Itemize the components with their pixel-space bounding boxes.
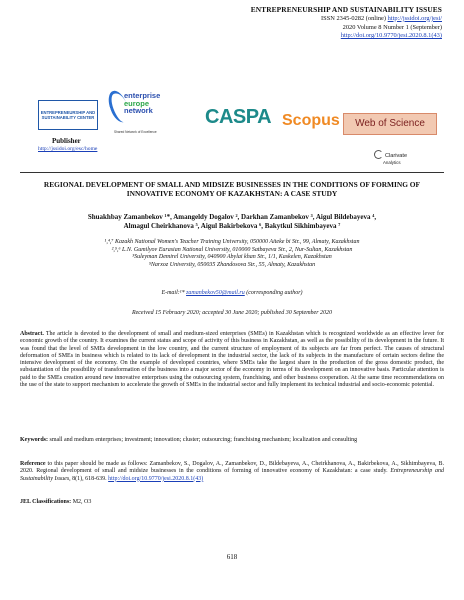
journal-header [251,6,442,41]
clarivate-icon [374,150,383,159]
journal-title: ENTREPRENEURSHIP AND SUSTAINABILITY ISSUES [250,5,442,14]
scopus-logo: Scopus [282,112,340,129]
clarivate-logo: Clarivate Analytics [374,150,407,166]
page-number: 618 [226,553,238,561]
abstract: Abstract. The article is devoted to the development of small and medium-sized enterprises (SMEs) in Kazakhstan which is recognized worldwide as an effective lever for economic growth of the country. It examines the current status and scope of activity of this business in Kazakhstan, as well as the possibility of its development in the future. It was found that the level of SMEs development in the low country, and the current structure of employment of its subjects are far from perfect. The causes of structural deformation of SMEs in business which is related to its lack of development in the industrial sector, the lack of its subjects in the manufacture of certain sectors define the intensive development of the economy. On the example of developed countries, where SMEs take the largest share in the production of the gross domestic product, the substantiation of the possibility of transformation of the business into a major sector of the economy in terms of its development on an innovative basis. Particular attention is paid to the SMEs creation around new innovative enterprises using the outsourcing system, franchising, and other business cooperation. At the same time recommendations on the use of the state to support mechanism to accelerate the growth of SMEs in the industrial sector and fully implement its technical industrial and socio-economic potential. [20,331,444,389]
publisher-label: Publisher [52,137,81,145]
email-line: E-mail:¹* zamanbekov50@mail.ru (corresponding author) [161,290,303,296]
reference: Reference to this paper should be made as follows: Zamanbekov, S., Dogalov, A., Zamanbekov, D., Bildebayeva, A., Cheirkhanova, A., Bakirbekova, A., Sikhimbayeva, B. 2020. Regional development of small and midsize businesses in the conditions of forming of innovative economy of Kazakhstan: a case study. Entrepreneurship and Sustainability Issues, 8(1), 618-639. http://doi.org/10.9770/jesi.2020.8.1(43) [20,461,444,482]
issn-link[interactable]: http://jssidoi.org/jesi/ [387,14,442,22]
esc-logo: ENTREPRENEURSHIP AND SUSTAINABILITY CENTER [38,100,98,130]
dates-line: Received 15 February 2020; accepted 30 June 2020; published 30 September 2020 [131,310,333,316]
caspa-logo: CASPA [205,106,272,128]
een-logo: enterprise europe network Shared Network of Excellence [110,84,170,134]
keywords: Keywords: small and medium enterprises; investment; innovation; cluster; outsourcing; franchising mechanism; localization and consulting [20,437,358,443]
authors: Shuakhbay Zamanbekov ¹*, Amangeldy Dogalov ², Darkhan Zamanbekov ³, Aigul Bildebayeva ⁴, Almagul Cheirkhanova ⁵, Aigul Bakirbekova ⁶, Bakytkul Sikhimbayeva ⁷ [87,213,377,231]
top-divider [20,172,444,173]
article-title: REGIONAL DEVELOPMENT OF SMALL AND MIDSIZE BUSINESSES IN THE CONDITIONS OF FORMING OF INNOVATIVE ECONOMY OF KAZAKHSTAN: A CASE STUDY [43,180,421,198]
web-of-science-logo: Web of Science [343,113,437,135]
volume-line: 2020 Volume 8 Number 1 (September) [342,23,442,31]
publisher-link[interactable]: http://jssidoi.org/esc/home [38,146,98,152]
email-link[interactable]: zamanbekov50@mail.ru [186,290,245,296]
reference-doi-link[interactable]: http://doi.org/10.9770/jesi.2020.8.1(43) [108,475,204,482]
affiliations: ¹,⁴,⁷ Kazakh National Women's Teacher Training University, 050000 Aiteke bi Str., 99, Almaty, Kazakhstan ²,⁵,⁶ L.N. Gumilyov Eurasian National University, 010000 Satbayeva Str., 2, Nur-Sultan, Kazakhstan ³Suleyman Demirel University, 040900 Abylai khan Str., 1/1, Kaskelen, Kazakhstan ⁵Narxoz University, 050035 Zhandosova Str., 55, Almaty, Kazakhstan [104,239,360,268]
doi-link[interactable]: http://doi.org/10.9770/jesi.2020.8.1(43) [340,32,442,40]
jel-classifications: JEL Classifications: M2, O3 [20,499,92,505]
issn-line: ISSN 2345-0282 (online) http://jssidoi.org/jesi/ [321,14,442,22]
